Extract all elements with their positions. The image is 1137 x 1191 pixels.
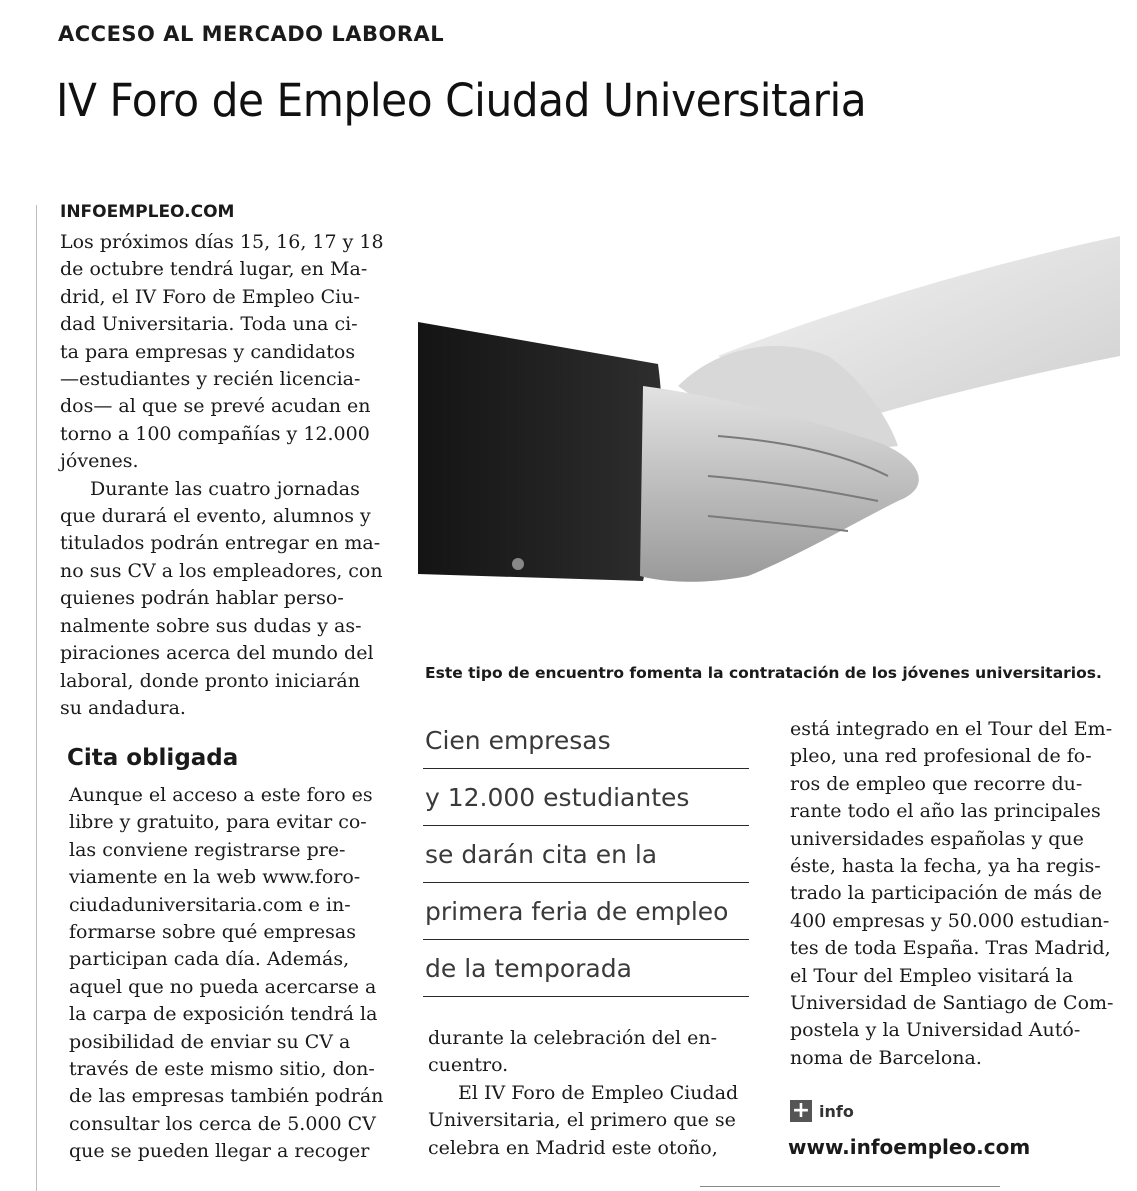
column-3 [790,716,1120,1072]
subheading: Cita obligada [67,745,239,771]
text-line: trado la participación de más de [790,882,1103,905]
text-line: universidades españolas y que [790,827,1084,850]
text-line: libre y gratuito, para evitar co- [69,811,367,834]
column-1-bottom [69,782,394,1166]
pull-quote-line: Cien empresas [423,712,749,769]
text-line: no sus CV a los empleadores, con [60,559,383,582]
text-line: viamente en la web www.foro- [69,866,361,889]
info-box [790,1100,854,1122]
text-line: de las empresas también podrán [69,1085,384,1108]
text-line: está integrado en el Tour del Em- [790,718,1113,740]
text-line: nalmente sobre sus dudas y as- [60,614,362,637]
text-line: torno a 100 compañías y 12.000 [60,422,370,445]
text-line: dos— al que se prevé acudan en [60,395,371,418]
text-line: través de este mismo sitio, don- [69,1058,375,1081]
text-line: durante la celebración del en- [428,1027,718,1049]
column-2 [428,1025,753,1162]
text-line: participan cada día. Además, [69,948,350,971]
section-label: ACCESO AL MERCADO LABORAL [58,22,445,46]
column-rule [36,205,37,1191]
text-line: su andadura. [60,696,186,719]
text-line: que se pueden llegar a recoger [69,1140,370,1163]
paragraph-1 [60,229,390,476]
text-line: —estudiantes y recién licencia- [60,368,361,391]
pull-quote [423,712,749,997]
text-line: postela y la Universidad Autó- [790,1019,1081,1042]
pull-quote-line: y 12.000 estudiantes [423,769,749,826]
text-line: de octubre tendrá lugar, en Ma- [60,258,368,281]
bottom-rule [700,1186,1000,1187]
text-line: pleo, una red profesional de fo- [790,745,1092,768]
text-line: quienes podrán hablar perso- [60,587,344,610]
text-line: jóvenes. [60,450,139,473]
text-line: 400 empresas y 50.000 estudian- [790,909,1110,932]
text-line: laboral, donde pronto iniciarán [60,669,360,692]
paragraph-5 [428,1080,753,1162]
text-line: Universitaria, el primero que se [428,1109,736,1132]
info-label: info [819,1101,854,1121]
byline: INFOEMPLEO.COM [60,202,235,222]
text-line: Universidad de Santiago de Com- [790,992,1114,1015]
paragraph-6 [790,716,1120,1072]
paragraph-3 [69,782,394,1166]
column-1-top [60,229,390,722]
text-line: dad Universitaria. Toda una ci- [60,313,358,336]
text-line: rante todo el año las principales [790,800,1101,823]
text-line: drid, el IV Foro de Empleo Ciu- [60,285,360,308]
handshake-photo [418,236,1120,652]
text-line: tes de toda España. Tras Madrid, [790,937,1111,960]
text-line: ta para empresas y candidatos [60,340,356,363]
text-line: ros de empleo que recorre du- [790,772,1083,795]
text-line: Durante las cuatro jornadas [90,477,360,500]
text-line: posibilidad de enviar su CV a [69,1030,351,1053]
text-line: Aunque el acceso a este foro es [69,784,373,806]
text-line: El IV Foro de Empleo Ciudad [458,1081,739,1104]
plus-icon: + [791,1098,811,1123]
text-line: aquel que no pueda acercarse a [69,975,377,998]
paragraph-2 [60,476,390,723]
text-line: las conviene registrarse pre- [69,838,346,861]
text-line: que durará el evento, alumnos y [60,505,371,528]
text-line: éste, hasta la fecha, ya ha regis- [790,855,1101,878]
pull-quote-line: se darán cita en la [423,826,749,883]
pull-quote-line: de la temporada [423,940,749,997]
headline: IV Foro de Empleo Ciudad Universitaria [56,74,867,127]
text-line: piraciones acerca del mundo del [60,642,374,665]
text-line: consultar los cerca de 5.000 CV [69,1112,376,1135]
text-line: formarse sobre qué empresas [69,921,356,944]
info-url[interactable]: www.infoempleo.com [788,1135,1031,1159]
text-line: el Tour del Empleo visitará la [790,964,1074,987]
text-line: cuentro. [428,1054,509,1077]
text-line: la carpa de exposición tendrá la [69,1003,378,1026]
text-line: celebra en Madrid este otoño, [428,1136,718,1159]
paragraph-4 [428,1025,753,1080]
text-line: Los próximos días 15, 16, 17 y 18 [60,231,384,253]
text-line: titulados podrán entregar en ma- [60,532,381,555]
text-line: noma de Barcelona. [790,1046,982,1069]
text-line: ciudaduniversitaria.com e in- [69,893,351,916]
pull-quote-line: primera feria de empleo [423,883,749,940]
photo-caption: Este tipo de encuentro fomenta la contratación de los jóvenes universitarios. [425,664,1102,682]
